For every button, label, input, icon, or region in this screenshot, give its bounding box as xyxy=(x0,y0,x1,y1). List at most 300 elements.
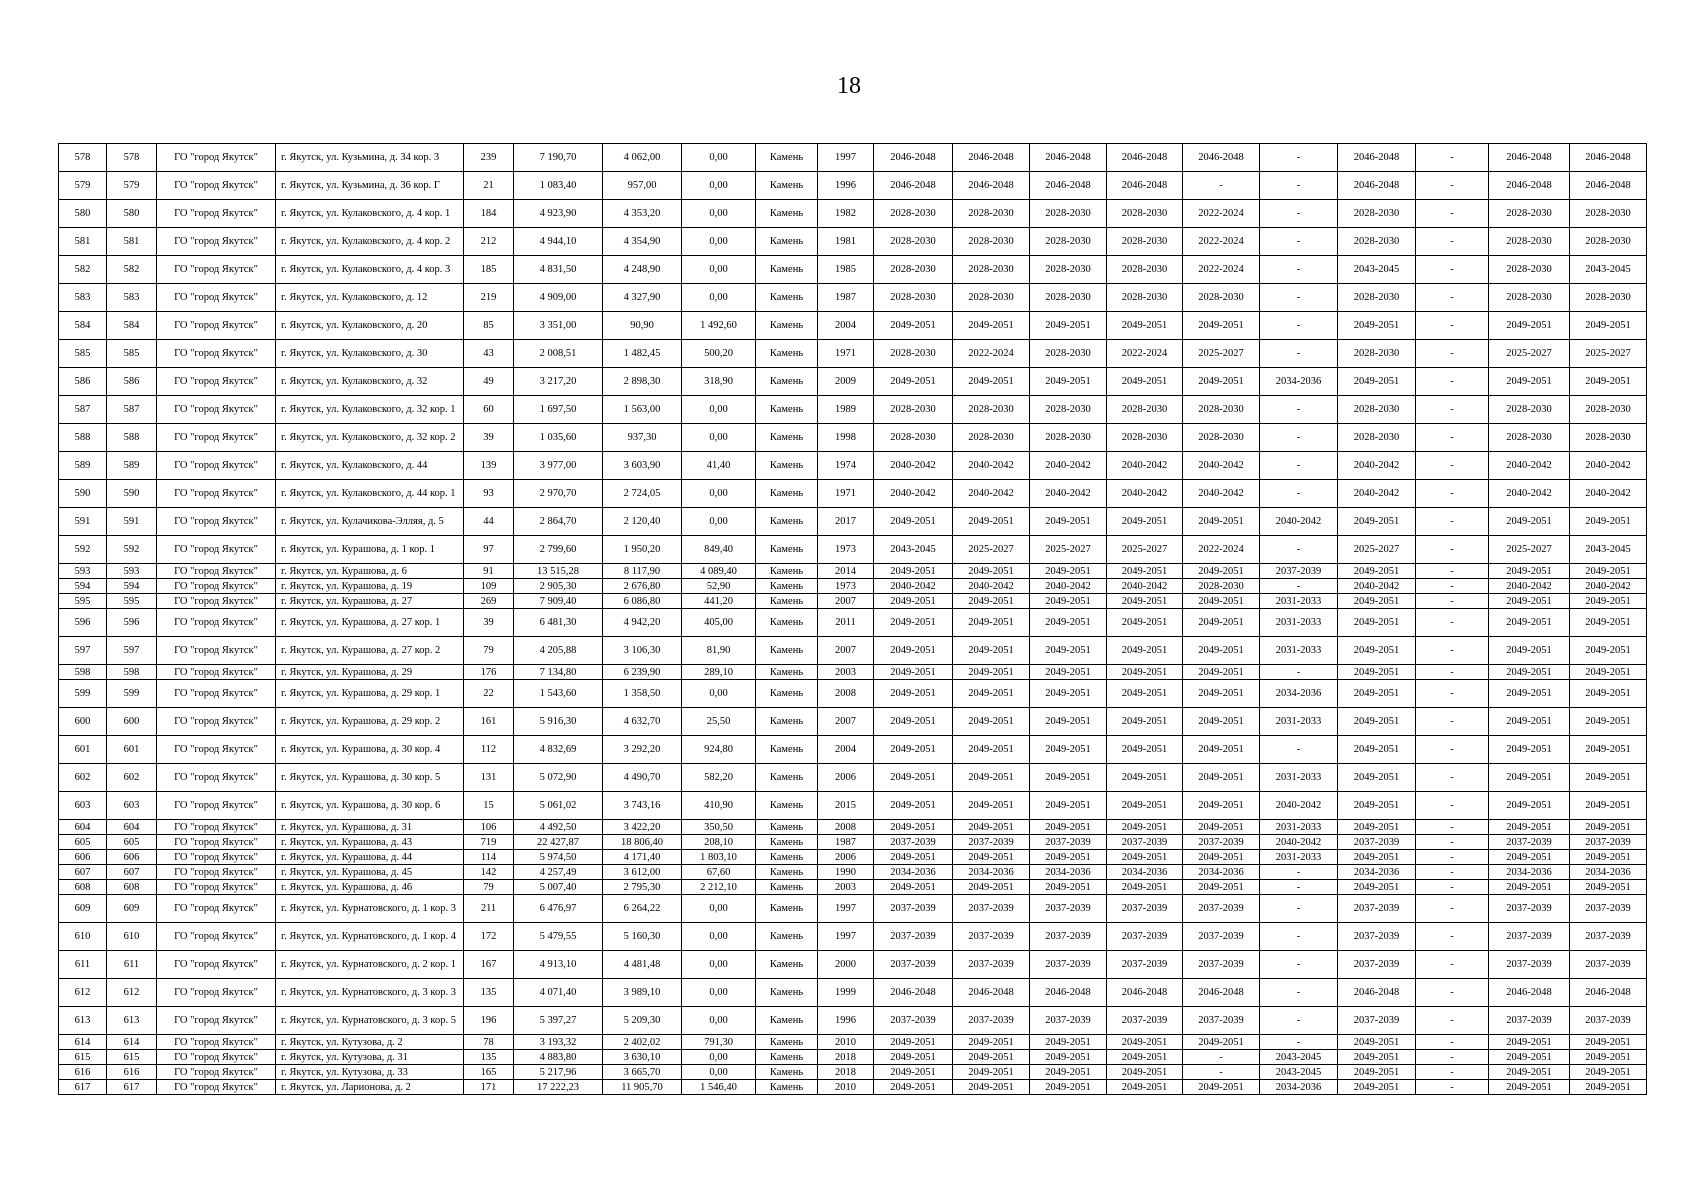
cell-period-6: - xyxy=(1260,144,1338,172)
table-row xyxy=(59,1050,1647,1065)
cell-register-number: 606 xyxy=(107,850,157,865)
cell-row-number: 606 xyxy=(59,850,107,865)
cell-period-3: 2049-2051 xyxy=(1030,764,1107,792)
cell-total-area: 4 205,88 xyxy=(514,637,603,665)
cell-register-number: 613 xyxy=(107,1007,157,1035)
cell-non-living-area: 25,50 xyxy=(682,708,756,736)
cell-municipality: ГО "город Якутск" xyxy=(157,1080,276,1095)
cell-period-7: 2037-2039 xyxy=(1338,951,1416,979)
table-row xyxy=(59,452,1647,480)
cell-period-6: - xyxy=(1260,396,1338,424)
cell-period-9: 2049-2051 xyxy=(1489,564,1570,579)
cell-build-year: 2015 xyxy=(818,792,874,820)
cell-period-3: 2049-2051 xyxy=(1030,665,1107,680)
cell-register-number: 583 xyxy=(107,284,157,312)
cell-row-number: 585 xyxy=(59,340,107,368)
cell-non-living-area: 41,40 xyxy=(682,452,756,480)
cell-address: г. Якутск, ул. Курашова, д. 29 xyxy=(276,665,464,680)
table-row xyxy=(59,1007,1647,1035)
cell-build-year: 1997 xyxy=(818,895,874,923)
cell-period-5: 2049-2051 xyxy=(1183,820,1260,835)
cell-period-4: 2049-2051 xyxy=(1107,594,1183,609)
cell-living-area: 2 676,80 xyxy=(603,579,682,594)
cell-period-2: 2049-2051 xyxy=(953,508,1030,536)
cell-build-year: 1990 xyxy=(818,865,874,880)
cell-period-9: 2028-2030 xyxy=(1489,396,1570,424)
cell-period-9: 2028-2030 xyxy=(1489,424,1570,452)
cell-build-year: 2007 xyxy=(818,708,874,736)
cell-period-10: 2025-2027 xyxy=(1570,340,1647,368)
cell-period-5: 2037-2039 xyxy=(1183,1007,1260,1035)
cell-register-number: 594 xyxy=(107,579,157,594)
cell-address: г. Якутск, ул. Кулаковского, д. 32 кор. 1 xyxy=(276,396,464,424)
cell-period-9: 2049-2051 xyxy=(1489,680,1570,708)
cell-period-1: 2049-2051 xyxy=(874,1050,953,1065)
table-row xyxy=(59,228,1647,256)
cell-period-3: 2049-2051 xyxy=(1030,850,1107,865)
cell-residents: 185 xyxy=(464,256,514,284)
cell-total-area: 4 257,49 xyxy=(514,865,603,880)
cell-period-9: 2049-2051 xyxy=(1489,1065,1570,1080)
cell-period-9: 2049-2051 xyxy=(1489,1050,1570,1065)
cell-register-number: 584 xyxy=(107,312,157,340)
cell-total-area: 2 970,70 xyxy=(514,480,603,508)
cell-municipality: ГО "город Якутск" xyxy=(157,792,276,820)
cell-period-9: 2025-2027 xyxy=(1489,536,1570,564)
cell-period-1: 2049-2051 xyxy=(874,637,953,665)
table-row xyxy=(59,979,1647,1007)
cell-living-area: 4 353,20 xyxy=(603,200,682,228)
cell-period-1: 2049-2051 xyxy=(874,764,953,792)
cell-period-9: 2049-2051 xyxy=(1489,736,1570,764)
cell-address: г. Якутск, ул. Курашова, д. 31 xyxy=(276,820,464,835)
cell-wall-material: Камень xyxy=(756,680,818,708)
cell-period-5: - xyxy=(1183,1065,1260,1080)
cell-period-4: 2049-2051 xyxy=(1107,665,1183,680)
cell-period-7: 2037-2039 xyxy=(1338,895,1416,923)
cell-row-number: 610 xyxy=(59,923,107,951)
table-row xyxy=(59,835,1647,850)
cell-period-7: 2049-2051 xyxy=(1338,680,1416,708)
cell-period-7: 2037-2039 xyxy=(1338,1007,1416,1035)
cell-period-9: 2037-2039 xyxy=(1489,835,1570,850)
cell-period-3: 2049-2051 xyxy=(1030,680,1107,708)
cell-living-area: 4 490,70 xyxy=(603,764,682,792)
cell-period-10: 2040-2042 xyxy=(1570,452,1647,480)
cell-build-year: 1989 xyxy=(818,396,874,424)
cell-row-number: 609 xyxy=(59,895,107,923)
cell-period-4: 2049-2051 xyxy=(1107,680,1183,708)
cell-address: г. Якутск, ул. Курашова, д. 45 xyxy=(276,865,464,880)
cell-period-10: 2049-2051 xyxy=(1570,736,1647,764)
cell-period-10: 2043-2045 xyxy=(1570,536,1647,564)
cell-period-6: 2043-2045 xyxy=(1260,1065,1338,1080)
cell-municipality: ГО "город Якутск" xyxy=(157,1035,276,1050)
cell-wall-material: Камень xyxy=(756,144,818,172)
cell-period-1: 2046-2048 xyxy=(874,979,953,1007)
cell-period-5: 2049-2051 xyxy=(1183,1080,1260,1095)
cell-register-number: 586 xyxy=(107,368,157,396)
cell-period-5: 2049-2051 xyxy=(1183,508,1260,536)
cell-build-year: 1996 xyxy=(818,172,874,200)
cell-non-living-area: 1 803,10 xyxy=(682,850,756,865)
cell-period-3: 2028-2030 xyxy=(1030,424,1107,452)
cell-wall-material: Камень xyxy=(756,820,818,835)
cell-period-1: 2028-2030 xyxy=(874,424,953,452)
cell-period-3: 2049-2051 xyxy=(1030,564,1107,579)
cell-build-year: 2004 xyxy=(818,736,874,764)
cell-period-2: 2022-2024 xyxy=(953,340,1030,368)
cell-non-living-area: 0,00 xyxy=(682,1050,756,1065)
cell-residents: 43 xyxy=(464,340,514,368)
cell-total-area: 4 071,40 xyxy=(514,979,603,1007)
cell-non-living-area: 0,00 xyxy=(682,228,756,256)
cell-living-area: 3 603,90 xyxy=(603,452,682,480)
cell-address: г. Якутск, ул. Кулаковского, д. 4 кор. 3 xyxy=(276,256,464,284)
cell-row-number: 593 xyxy=(59,564,107,579)
cell-period-1: 2049-2051 xyxy=(874,1080,953,1095)
cell-period-7: 2049-2051 xyxy=(1338,508,1416,536)
cell-period-10: 2049-2051 xyxy=(1570,1035,1647,1050)
cell-period-5: 2040-2042 xyxy=(1183,452,1260,480)
cell-period-1: 2046-2048 xyxy=(874,172,953,200)
cell-address: г. Якутск, ул. Кутузова, д. 31 xyxy=(276,1050,464,1065)
cell-register-number: 588 xyxy=(107,424,157,452)
cell-build-year: 1973 xyxy=(818,579,874,594)
cell-living-area: 3 612,00 xyxy=(603,865,682,880)
table-row xyxy=(59,820,1647,835)
cell-living-area: 2 120,40 xyxy=(603,508,682,536)
cell-residents: 44 xyxy=(464,508,514,536)
cell-period-7: 2028-2030 xyxy=(1338,396,1416,424)
cell-period-8: - xyxy=(1416,452,1489,480)
cell-period-10: 2046-2048 xyxy=(1570,979,1647,1007)
cell-row-number: 596 xyxy=(59,609,107,637)
cell-period-7: 2040-2042 xyxy=(1338,480,1416,508)
cell-row-number: 588 xyxy=(59,424,107,452)
cell-period-9: 2037-2039 xyxy=(1489,951,1570,979)
table-row xyxy=(59,764,1647,792)
cell-period-3: 2028-2030 xyxy=(1030,284,1107,312)
cell-period-10: 2049-2051 xyxy=(1570,880,1647,895)
cell-period-7: 2046-2048 xyxy=(1338,979,1416,1007)
cell-total-area: 3 977,00 xyxy=(514,452,603,480)
cell-period-6: - xyxy=(1260,1035,1338,1050)
table-row xyxy=(59,923,1647,951)
cell-period-8: - xyxy=(1416,1065,1489,1080)
cell-period-7: 2049-2051 xyxy=(1338,880,1416,895)
cell-period-5: 2034-2036 xyxy=(1183,865,1260,880)
cell-period-6: 2034-2036 xyxy=(1260,1080,1338,1095)
cell-address: г. Якутск, ул. Курнатовского, д. 1 кор. 3 xyxy=(276,895,464,923)
cell-period-2: 2028-2030 xyxy=(953,284,1030,312)
table-row xyxy=(59,895,1647,923)
cell-residents: 97 xyxy=(464,536,514,564)
cell-residents: 39 xyxy=(464,424,514,452)
cell-period-1: 2040-2042 xyxy=(874,452,953,480)
cell-residents: 131 xyxy=(464,764,514,792)
cell-row-number: 587 xyxy=(59,396,107,424)
cell-period-10: 2046-2048 xyxy=(1570,144,1647,172)
cell-period-9: 2049-2051 xyxy=(1489,880,1570,895)
cell-municipality: ГО "город Якутск" xyxy=(157,979,276,1007)
cell-address: г. Якутск, ул. Курашова, д. 27 кор. 1 xyxy=(276,609,464,637)
cell-register-number: 595 xyxy=(107,594,157,609)
cell-period-9: 2037-2039 xyxy=(1489,923,1570,951)
cell-period-8: - xyxy=(1416,536,1489,564)
cell-period-7: 2049-2051 xyxy=(1338,1050,1416,1065)
cell-period-10: 2049-2051 xyxy=(1570,637,1647,665)
cell-living-area: 6 264,22 xyxy=(603,895,682,923)
cell-period-3: 2028-2030 xyxy=(1030,256,1107,284)
cell-address: г. Якутск, ул. Кулаковского, д. 4 кор. 1 xyxy=(276,200,464,228)
cell-period-5: 2046-2048 xyxy=(1183,979,1260,1007)
cell-residents: 176 xyxy=(464,665,514,680)
cell-wall-material: Камень xyxy=(756,792,818,820)
cell-period-6: - xyxy=(1260,340,1338,368)
cell-row-number: 613 xyxy=(59,1007,107,1035)
cell-municipality: ГО "город Якутск" xyxy=(157,923,276,951)
cell-wall-material: Камень xyxy=(756,579,818,594)
cell-period-7: 2049-2051 xyxy=(1338,820,1416,835)
cell-build-year: 1997 xyxy=(818,144,874,172)
cell-wall-material: Камень xyxy=(756,172,818,200)
cell-build-year: 1971 xyxy=(818,340,874,368)
cell-wall-material: Камень xyxy=(756,452,818,480)
cell-period-5: 2049-2051 xyxy=(1183,736,1260,764)
cell-build-year: 2010 xyxy=(818,1035,874,1050)
cell-wall-material: Камень xyxy=(756,1080,818,1095)
cell-residents: 165 xyxy=(464,1065,514,1080)
cell-address: г. Якутск, ул. Курнатовского, д. 1 кор. 4 xyxy=(276,923,464,951)
cell-living-area: 6 239,90 xyxy=(603,665,682,680)
cell-row-number: 616 xyxy=(59,1065,107,1080)
cell-period-5: 2049-2051 xyxy=(1183,850,1260,865)
cell-period-6: - xyxy=(1260,424,1338,452)
cell-row-number: 597 xyxy=(59,637,107,665)
table-row xyxy=(59,1080,1647,1095)
cell-wall-material: Камень xyxy=(756,1035,818,1050)
cell-address: г. Якутск, ул. Курашова, д. 27 кор. 2 xyxy=(276,637,464,665)
cell-residents: 39 xyxy=(464,609,514,637)
cell-period-4: 2049-2051 xyxy=(1107,736,1183,764)
cell-residents: 112 xyxy=(464,736,514,764)
cell-period-9: 2049-2051 xyxy=(1489,708,1570,736)
cell-municipality: ГО "город Якутск" xyxy=(157,480,276,508)
cell-period-1: 2046-2048 xyxy=(874,144,953,172)
cell-period-7: 2049-2051 xyxy=(1338,665,1416,680)
cell-non-living-area: 791,30 xyxy=(682,1035,756,1050)
cell-total-area: 4 944,10 xyxy=(514,228,603,256)
cell-non-living-area: 0,00 xyxy=(682,200,756,228)
cell-period-6: - xyxy=(1260,172,1338,200)
cell-period-1: 2049-2051 xyxy=(874,1035,953,1050)
cell-period-10: 2049-2051 xyxy=(1570,312,1647,340)
cell-wall-material: Камень xyxy=(756,256,818,284)
cell-register-number: 587 xyxy=(107,396,157,424)
cell-period-6: - xyxy=(1260,923,1338,951)
cell-period-3: 2028-2030 xyxy=(1030,340,1107,368)
cell-period-5: 2049-2051 xyxy=(1183,665,1260,680)
cell-municipality: ГО "город Якутск" xyxy=(157,1050,276,1065)
cell-municipality: ГО "город Якутск" xyxy=(157,835,276,850)
cell-wall-material: Камень xyxy=(756,340,818,368)
cell-period-9: 2028-2030 xyxy=(1489,284,1570,312)
cell-period-10: 2043-2045 xyxy=(1570,256,1647,284)
cell-period-10: 2037-2039 xyxy=(1570,951,1647,979)
cell-address: г. Якутск, ул. Курашова, д. 6 xyxy=(276,564,464,579)
cell-living-area: 90,90 xyxy=(603,312,682,340)
cell-wall-material: Камень xyxy=(756,923,818,951)
cell-period-6: 2040-2042 xyxy=(1260,835,1338,850)
cell-living-area: 5 160,30 xyxy=(603,923,682,951)
table-row xyxy=(59,312,1647,340)
cell-period-5: 2028-2030 xyxy=(1183,579,1260,594)
table-row xyxy=(59,564,1647,579)
cell-living-area: 2 795,30 xyxy=(603,880,682,895)
cell-row-number: 594 xyxy=(59,579,107,594)
cell-living-area: 3 989,10 xyxy=(603,979,682,1007)
cell-period-6: - xyxy=(1260,256,1338,284)
cell-period-6: 2031-2033 xyxy=(1260,609,1338,637)
cell-period-2: 2037-2039 xyxy=(953,1007,1030,1035)
cell-build-year: 2000 xyxy=(818,951,874,979)
cell-address: г. Якутск, ул. Курашова, д. 46 xyxy=(276,880,464,895)
cell-period-4: 2049-2051 xyxy=(1107,1050,1183,1065)
cell-municipality: ГО "город Якутск" xyxy=(157,1007,276,1035)
cell-period-4: 2049-2051 xyxy=(1107,764,1183,792)
cell-period-3: 2037-2039 xyxy=(1030,895,1107,923)
cell-period-6: - xyxy=(1260,951,1338,979)
cell-register-number: 589 xyxy=(107,452,157,480)
cell-total-area: 5 974,50 xyxy=(514,850,603,865)
cell-register-number: 617 xyxy=(107,1080,157,1095)
cell-address: г. Якутск, ул. Курнатовского, д. 2 кор. 1 xyxy=(276,951,464,979)
cell-municipality: ГО "город Якутск" xyxy=(157,256,276,284)
cell-period-3: 2049-2051 xyxy=(1030,880,1107,895)
cell-period-1: 2049-2051 xyxy=(874,564,953,579)
cell-wall-material: Камень xyxy=(756,312,818,340)
cell-period-8: - xyxy=(1416,564,1489,579)
cell-non-living-area: 0,00 xyxy=(682,1007,756,1035)
cell-row-number: 582 xyxy=(59,256,107,284)
cell-total-area: 3 193,32 xyxy=(514,1035,603,1050)
cell-period-2: 2049-2051 xyxy=(953,594,1030,609)
cell-period-2: 2028-2030 xyxy=(953,228,1030,256)
cell-period-1: 2037-2039 xyxy=(874,923,953,951)
cell-non-living-area: 208,10 xyxy=(682,835,756,850)
cell-row-number: 580 xyxy=(59,200,107,228)
cell-period-5: 2022-2024 xyxy=(1183,200,1260,228)
table-row xyxy=(59,508,1647,536)
cell-address: г. Якутск, ул. Ларионова, д. 2 xyxy=(276,1080,464,1095)
cell-residents: 139 xyxy=(464,452,514,480)
table-row xyxy=(59,951,1647,979)
table-row xyxy=(59,368,1647,396)
cell-wall-material: Камень xyxy=(756,536,818,564)
cell-period-2: 2049-2051 xyxy=(953,736,1030,764)
cell-period-2: 2049-2051 xyxy=(953,609,1030,637)
cell-period-2: 2040-2042 xyxy=(953,480,1030,508)
cell-wall-material: Камень xyxy=(756,396,818,424)
cell-total-area: 4 913,10 xyxy=(514,951,603,979)
cell-row-number: 584 xyxy=(59,312,107,340)
cell-municipality: ГО "город Якутск" xyxy=(157,172,276,200)
cell-period-8: - xyxy=(1416,792,1489,820)
cell-build-year: 1981 xyxy=(818,228,874,256)
cell-total-area: 1 697,50 xyxy=(514,396,603,424)
cell-municipality: ГО "город Якутск" xyxy=(157,665,276,680)
cell-period-4: 2034-2036 xyxy=(1107,865,1183,880)
cell-period-1: 2049-2051 xyxy=(874,368,953,396)
cell-address: г. Якутск, ул. Кулаковского, д. 44 xyxy=(276,452,464,480)
cell-living-area: 3 743,16 xyxy=(603,792,682,820)
cell-period-4: 2037-2039 xyxy=(1107,1007,1183,1035)
cell-period-6: - xyxy=(1260,736,1338,764)
cell-period-8: - xyxy=(1416,424,1489,452)
cell-period-2: 2049-2051 xyxy=(953,665,1030,680)
cell-period-8: - xyxy=(1416,680,1489,708)
cell-period-8: - xyxy=(1416,880,1489,895)
cell-period-8: - xyxy=(1416,1035,1489,1050)
cell-non-living-area: 0,00 xyxy=(682,680,756,708)
cell-build-year: 2017 xyxy=(818,508,874,536)
cell-residents: 106 xyxy=(464,820,514,835)
cell-municipality: ГО "город Якутск" xyxy=(157,609,276,637)
cell-period-3: 2040-2042 xyxy=(1030,579,1107,594)
cell-register-number: 590 xyxy=(107,480,157,508)
table-row xyxy=(59,424,1647,452)
cell-living-area: 3 665,70 xyxy=(603,1065,682,1080)
cell-period-4: 2049-2051 xyxy=(1107,637,1183,665)
cell-period-6: - xyxy=(1260,200,1338,228)
cell-period-2: 2049-2051 xyxy=(953,708,1030,736)
cell-non-living-area: 318,90 xyxy=(682,368,756,396)
cell-period-7: 2034-2036 xyxy=(1338,865,1416,880)
cell-row-number: 614 xyxy=(59,1035,107,1050)
cell-period-7: 2049-2051 xyxy=(1338,594,1416,609)
cell-period-1: 2049-2051 xyxy=(874,736,953,764)
cell-living-area: 2 402,02 xyxy=(603,1035,682,1050)
cell-municipality: ГО "город Якутск" xyxy=(157,579,276,594)
cell-period-3: 2049-2051 xyxy=(1030,609,1107,637)
cell-total-area: 22 427,87 xyxy=(514,835,603,850)
cell-row-number: 592 xyxy=(59,536,107,564)
cell-period-5: - xyxy=(1183,172,1260,200)
cell-living-area: 4 942,20 xyxy=(603,609,682,637)
cell-period-1: 2028-2030 xyxy=(874,284,953,312)
cell-residents: 142 xyxy=(464,865,514,880)
table-row xyxy=(59,396,1647,424)
cell-municipality: ГО "город Якутск" xyxy=(157,228,276,256)
cell-period-6: 2031-2033 xyxy=(1260,637,1338,665)
cell-municipality: ГО "город Якутск" xyxy=(157,708,276,736)
cell-address: г. Якутск, ул. Кулаковского, д. 30 xyxy=(276,340,464,368)
cell-period-8: - xyxy=(1416,820,1489,835)
cell-non-living-area: 0,00 xyxy=(682,424,756,452)
cell-register-number: 578 xyxy=(107,144,157,172)
cell-period-3: 2025-2027 xyxy=(1030,536,1107,564)
cell-residents: 196 xyxy=(464,1007,514,1035)
cell-period-1: 2028-2030 xyxy=(874,228,953,256)
cell-build-year: 2018 xyxy=(818,1065,874,1080)
cell-period-6: 2031-2033 xyxy=(1260,820,1338,835)
cell-municipality: ГО "город Якутск" xyxy=(157,820,276,835)
cell-address: г. Якутск, ул. Курашова, д. 1 кор. 1 xyxy=(276,536,464,564)
cell-period-2: 2034-2036 xyxy=(953,865,1030,880)
cell-period-1: 2049-2051 xyxy=(874,665,953,680)
cell-period-5: 2037-2039 xyxy=(1183,895,1260,923)
